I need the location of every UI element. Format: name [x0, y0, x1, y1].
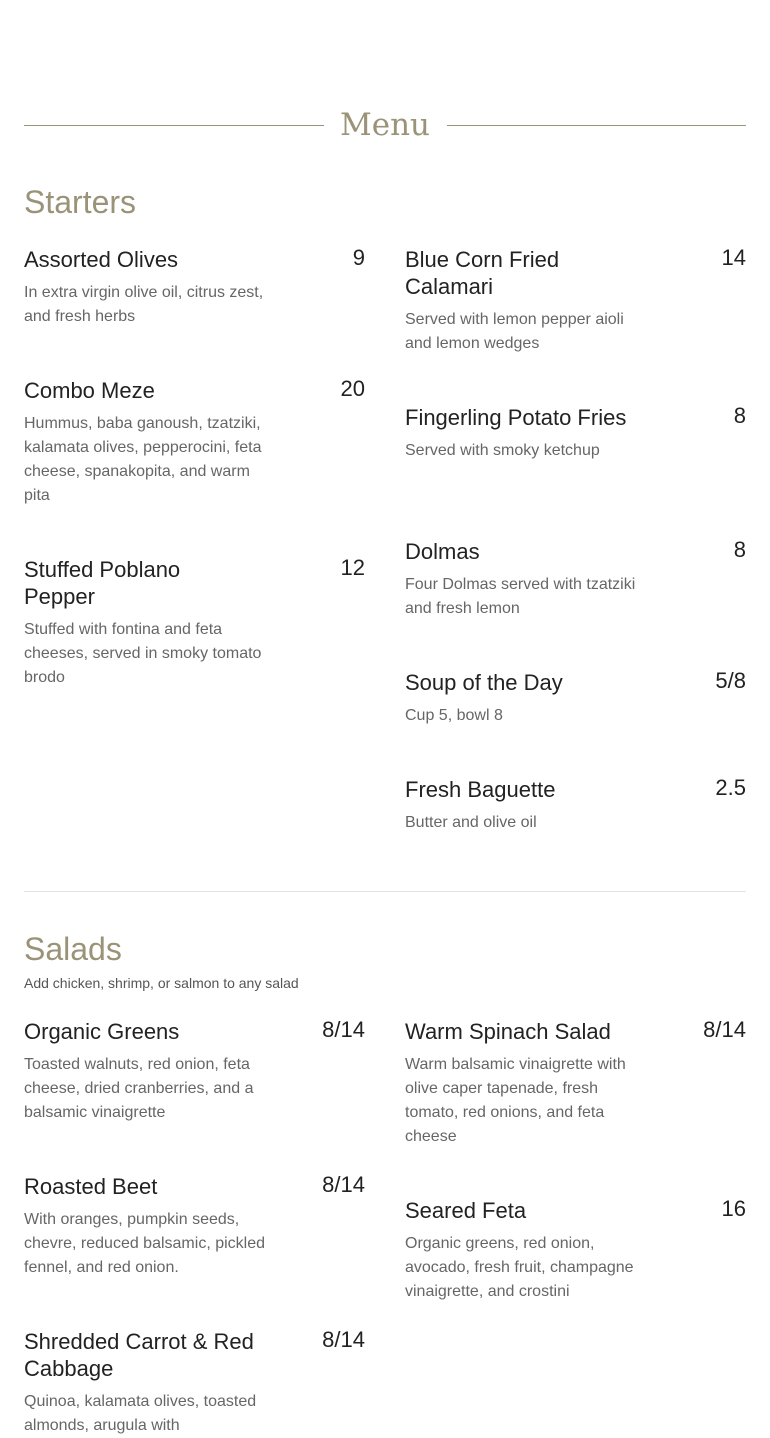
item-name: Blue Corn Fried Calamari: [405, 247, 560, 299]
item-name: Dolmas: [405, 539, 480, 564]
heading-rule-right: [447, 125, 746, 126]
menu-item: [405, 669, 746, 728]
menu-title: Menu: [339, 107, 431, 143]
salads-title: Salads: [24, 931, 122, 967]
item-price: 5/8: [715, 668, 746, 693]
menu-item: [405, 404, 746, 463]
item-price: 8/14: [322, 1172, 365, 1197]
item-description: Toasted walnuts, red onion, feta cheese, dried cranberries, and a balsamic vinaigrette: [24, 1056, 254, 1121]
item-price: 8: [733, 403, 746, 428]
item-price: 8/14: [703, 1017, 746, 1042]
item-name: Roasted Beet: [24, 1174, 158, 1199]
item-price: 16: [721, 1196, 746, 1221]
item-name: Assorted Olives: [24, 247, 179, 272]
section-divider: [24, 891, 746, 892]
menu-item: [24, 377, 365, 508]
item-description: Organic greens, red onion, avocado, fresh fruit, champagne vinaigrette, and crostini: [405, 1235, 634, 1300]
menu-item: [405, 246, 746, 356]
menu-heading: [24, 105, 746, 145]
item-description: In extra virgin olive oil, citrus zest, and fresh herbs: [24, 284, 264, 325]
item-description: Warm balsamic vinaigrette with olive caper tapenade, fresh tomato, red onions, and feta cheese: [405, 1056, 626, 1145]
menu-item: [405, 1018, 746, 1149]
item-description: Quinoa, kalamata olives, toasted almonds, arugula with: [24, 1393, 257, 1434]
item-name: Stuffed Poblano Pepper: [24, 557, 181, 609]
item-description: Cup 5, bowl 8: [405, 707, 503, 724]
item-description: With oranges, pumpkin seeds, chevre, reduced balsamic, pickled fennel, and red onion.: [24, 1211, 266, 1276]
starters-title: Starters: [24, 184, 137, 220]
menu-item: [405, 776, 746, 835]
item-name: Fingerling Potato Fries: [405, 405, 627, 430]
item-description: Served with smoky ketchup: [405, 442, 600, 459]
item-price: 20: [340, 376, 365, 401]
item-price: 8: [733, 537, 746, 562]
menu-item: [24, 246, 365, 329]
item-name: Warm Spinach Salad: [405, 1019, 611, 1044]
menu-item: [24, 556, 365, 690]
item-price: 8/14: [322, 1017, 365, 1042]
item-price: 14: [721, 245, 746, 270]
menu-item: [405, 538, 746, 621]
item-name: Soup of the Day: [405, 670, 563, 695]
item-name: Organic Greens: [24, 1019, 180, 1044]
menu-item: [405, 1197, 746, 1304]
item-name: Seared Feta: [405, 1198, 527, 1223]
item-name: Shredded Carrot & Red Cabbage: [24, 1329, 254, 1381]
menu-item: [24, 1173, 365, 1280]
item-price: 9: [352, 245, 365, 270]
menu-item: [24, 1328, 365, 1438]
item-description: Hummus, baba ganoush, tzatziki, kalamata olives, pepperocini, feta cheese, spanakopita, and warm pita: [24, 415, 262, 504]
item-name: Combo Meze: [24, 378, 155, 403]
item-price: 2.5: [715, 775, 746, 800]
salads-note: Add chicken, shrimp, or salmon to any salad: [24, 975, 299, 991]
item-description: Butter and olive oil: [405, 814, 537, 831]
menu-item: [24, 1018, 365, 1125]
item-price: 8/14: [322, 1327, 365, 1352]
item-description: Four Dolmas served with tzatziki and fresh lemon: [405, 576, 636, 617]
item-description: Stuffed with fontina and feta cheeses, served in smoky tomato brodo: [24, 621, 262, 686]
item-name: Fresh Baguette: [405, 777, 556, 802]
item-price: 12: [340, 555, 365, 580]
item-description: Served with lemon pepper aioli and lemon wedges: [405, 311, 624, 352]
